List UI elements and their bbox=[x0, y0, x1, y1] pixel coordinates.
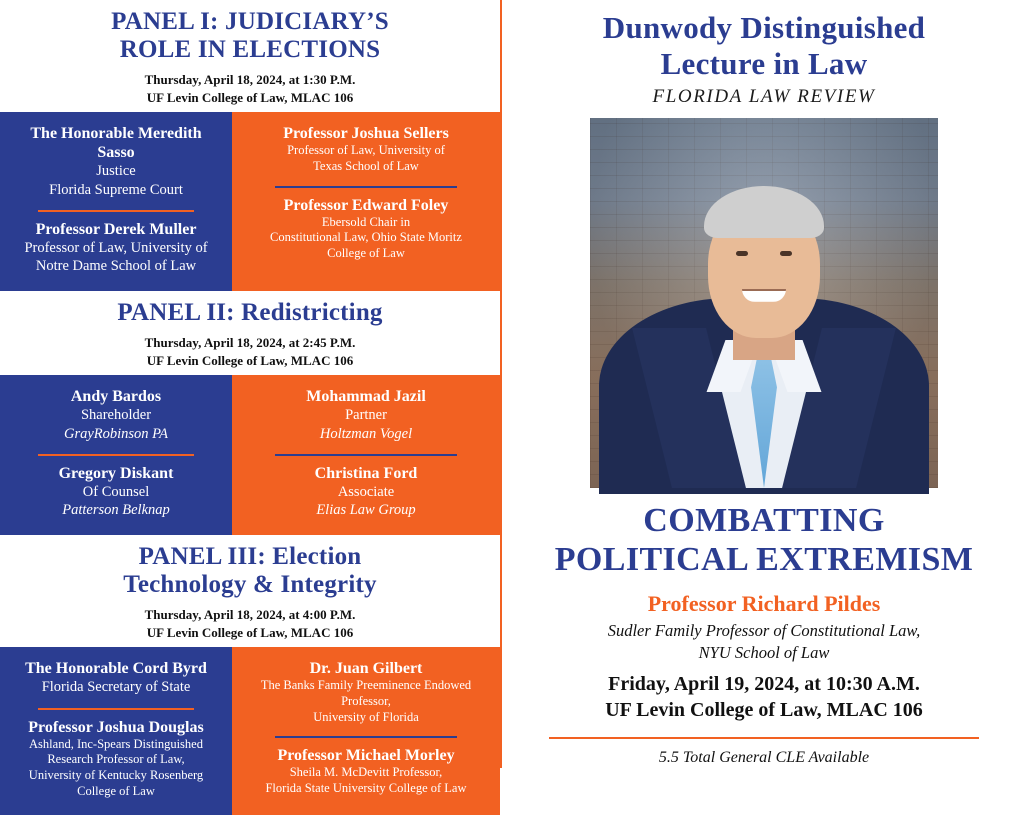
keynote-date: Friday, April 19, 2024, at 10:30 A.M. bbox=[608, 673, 920, 696]
speaker-line: Ashland, Inc-Spears Distinguished bbox=[29, 736, 203, 751]
speaker-name: Gregory Diskant bbox=[58, 464, 174, 482]
speaker-line: Elias Law Group bbox=[316, 502, 416, 518]
panel-1-title-line-2: ROLE IN ELECTIONS bbox=[119, 36, 381, 63]
speaker-line: Ebersold Chair in bbox=[321, 214, 411, 229]
panel-2-location: UF Levin College of Law, MLAC 106 bbox=[146, 352, 354, 368]
speaker-line: Florida State University College of Law bbox=[265, 781, 467, 796]
speaker-line: Holtzman Vogel bbox=[319, 425, 413, 442]
keynote-event-details bbox=[522, 671, 1006, 723]
speaker-line: College of Law bbox=[77, 783, 155, 798]
speaker-line: University of Florida bbox=[313, 709, 419, 724]
portrait-eye-left bbox=[736, 251, 748, 256]
speaker-name: Professor Edward Foley bbox=[283, 196, 449, 214]
speaker-name: Professor Joshua Douglas bbox=[28, 718, 204, 736]
speaker-line: Shareholder bbox=[80, 407, 152, 424]
speaker-name: Dr. Juan Gilbert bbox=[309, 660, 423, 678]
lecture-column bbox=[500, 0, 1024, 768]
affiliation-line-1: Sudler Family Professor of Constitutional Law, bbox=[607, 621, 921, 641]
speaker-line: Justice bbox=[96, 163, 136, 180]
panel-3-title bbox=[10, 543, 490, 599]
cle-credit-note: 5.5 Total General CLE Available bbox=[658, 749, 870, 767]
publisher-line: FLORIDA LAW REVIEW bbox=[652, 85, 876, 107]
speaker-line: Patterson Belknap bbox=[62, 502, 170, 518]
lecture-series-title bbox=[522, 10, 1006, 82]
panel-3-location: UF Levin College of Law, MLAC 106 bbox=[146, 624, 354, 640]
speaker-name: Professor Joshua Sellers bbox=[283, 125, 449, 143]
speaker-name: Andy Bardos bbox=[70, 388, 162, 406]
speaker-line: Florida Supreme Court bbox=[49, 181, 183, 198]
panel-3-left-speakers bbox=[0, 647, 232, 815]
panel-3-meta bbox=[10, 606, 490, 641]
panel-2-title bbox=[10, 299, 490, 327]
speaker-name: Professor Derek Muller bbox=[35, 220, 197, 238]
divider bbox=[38, 454, 194, 456]
keynote-speaker-affiliation bbox=[522, 620, 1006, 663]
speaker-line: Texas School of Law bbox=[313, 158, 419, 173]
speaker-name: The Honorable Meredith Sasso bbox=[30, 125, 202, 162]
panel-3-date: Thursday, April 18, 2024, at 4:00 P.M. bbox=[144, 607, 356, 623]
panel-2-speakers bbox=[0, 375, 500, 535]
speaker-card bbox=[8, 218, 224, 279]
speaker-name: The Honorable Cord Byrd bbox=[25, 660, 207, 678]
speaker-line: College of Law bbox=[327, 245, 405, 260]
speaker-line: Florida Secretary of State bbox=[41, 679, 191, 696]
speaker-line: Associate bbox=[337, 483, 395, 500]
lecture-title-line-1: Dunwody Distinguished bbox=[602, 10, 926, 45]
panel-1-header bbox=[0, 0, 500, 112]
speaker-card bbox=[240, 122, 492, 178]
portrait-smile bbox=[742, 289, 786, 302]
panel-3-title-line-2: Technology & Integrity bbox=[123, 571, 377, 599]
panel-2-left-speakers bbox=[0, 375, 232, 535]
panel-1-title bbox=[10, 8, 490, 64]
main-title-line-2: POLITICAL EXTREMISM bbox=[554, 540, 974, 578]
speaker-line: Professor of Law, University of bbox=[24, 239, 208, 256]
panel-3-title-line-1: PANEL III: Election bbox=[138, 543, 362, 571]
speaker-portrait bbox=[590, 118, 938, 488]
panel-3-header bbox=[0, 535, 500, 647]
panel-3-speakers bbox=[0, 647, 500, 815]
speaker-card bbox=[8, 716, 224, 804]
panels-column bbox=[0, 0, 500, 798]
speaker-card bbox=[240, 462, 492, 523]
speaker-name: Mohammad Jazil bbox=[306, 388, 426, 406]
speaker-line: Professor, bbox=[341, 694, 391, 709]
divider bbox=[275, 736, 456, 738]
speaker-line: Professor of Law, University of bbox=[287, 143, 445, 158]
speaker-card bbox=[8, 122, 224, 203]
portrait-eye-right bbox=[780, 251, 792, 256]
speaker-line: Partner bbox=[345, 407, 387, 424]
panel-3-right-speakers bbox=[232, 647, 500, 815]
speaker-card bbox=[240, 744, 492, 800]
panel-1-left-speakers bbox=[0, 112, 232, 291]
divider bbox=[38, 708, 194, 710]
divider bbox=[38, 210, 194, 212]
lecture-main-title bbox=[522, 502, 1006, 580]
panel-1-location: UF Levin College of Law, MLAC 106 bbox=[146, 89, 354, 105]
affiliation-line-2: NYU School of Law bbox=[698, 642, 830, 662]
panel-2-date: Thursday, April 18, 2024, at 2:45 P.M. bbox=[144, 335, 356, 351]
panel-1-date: Thursday, April 18, 2024, at 1:30 P.M. bbox=[144, 72, 356, 87]
keynote-speaker-name: Professor Richard Pildes bbox=[647, 591, 881, 617]
speaker-card bbox=[240, 194, 492, 266]
speaker-line: GrayRobinson PA bbox=[63, 425, 169, 442]
speaker-line: The Banks Family Preeminence Endowed bbox=[260, 678, 472, 693]
panel-2-title-line-1: PANEL II: Redistricting bbox=[117, 299, 383, 327]
speaker-card bbox=[8, 462, 224, 523]
divider bbox=[275, 186, 456, 188]
speaker-line: University of Kentucky Rosenberg bbox=[28, 767, 204, 782]
speaker-line: Sheila M. McDevitt Professor, bbox=[289, 765, 443, 780]
footer-rule bbox=[549, 737, 979, 739]
speaker-card bbox=[240, 385, 492, 446]
divider bbox=[275, 454, 456, 456]
speaker-name: Christina Ford bbox=[314, 464, 418, 482]
speaker-line: Notre Dame School of Law bbox=[35, 258, 197, 275]
panel-1-speakers bbox=[0, 112, 500, 291]
speaker-name: Professor Michael Morley bbox=[277, 747, 455, 765]
speaker-card bbox=[240, 657, 492, 729]
speaker-card bbox=[8, 657, 224, 700]
panel-2-meta bbox=[10, 334, 490, 369]
panel-1-meta bbox=[10, 71, 490, 106]
speaker-line: Constitutional Law, Ohio State Moritz bbox=[270, 230, 462, 245]
panel-2-right-speakers bbox=[232, 375, 500, 535]
panel-1-right-speakers bbox=[232, 112, 500, 291]
panel-2-header bbox=[0, 291, 500, 375]
lecture-title-line-2: Lecture in Law bbox=[660, 45, 868, 81]
speaker-line: Research Professor of Law, bbox=[47, 752, 185, 767]
speaker-card bbox=[8, 385, 224, 446]
speaker-line: Of Counsel bbox=[82, 483, 150, 500]
main-title-line-1: COMBATTING bbox=[643, 501, 885, 539]
panel-1-title-line-1: PANEL I: JUDICIARY’S bbox=[111, 8, 389, 35]
keynote-location: UF Levin College of Law, MLAC 106 bbox=[605, 699, 923, 722]
